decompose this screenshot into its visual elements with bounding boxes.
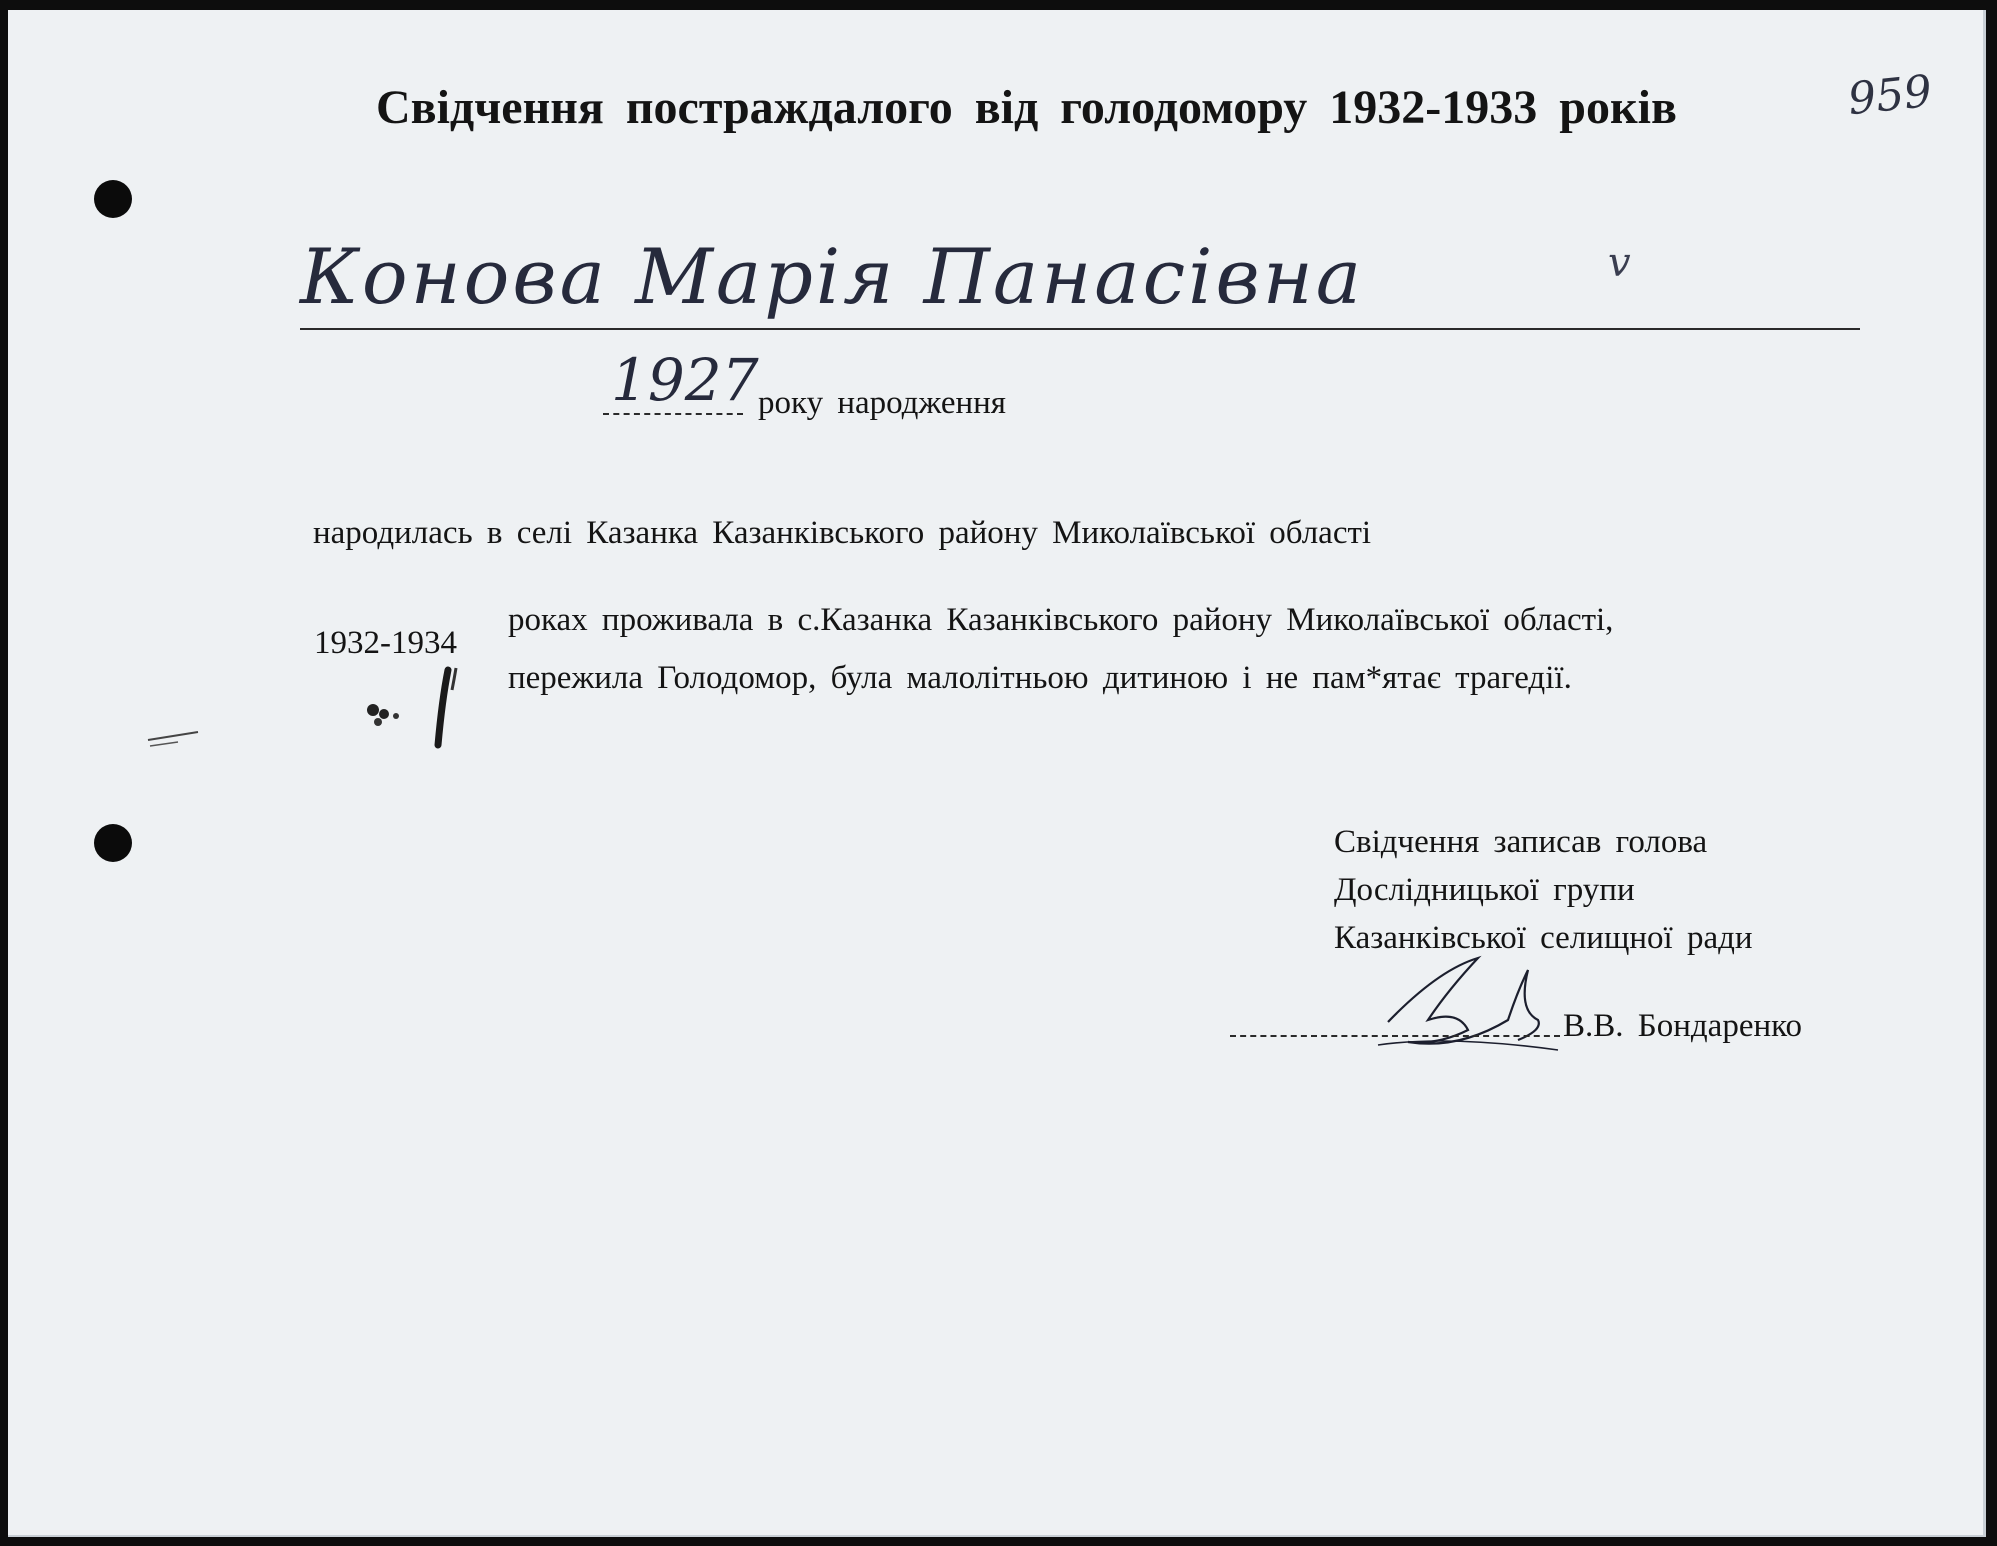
signature-name: В.В. Бондаренко <box>1563 1008 1802 1044</box>
residence-line: роках проживала в с.Казанка Казанківського району Миколаївської області, <box>508 602 1614 638</box>
ink-stain <box>138 650 498 770</box>
birth-year-dashes <box>603 413 743 415</box>
witness-name: Конова Марія Панасівна <box>300 232 1365 321</box>
checkmark-icon: v <box>1608 240 1631 286</box>
signature-dashes <box>1230 1035 1560 1037</box>
recorder-line-3: Казанківської селищної ради <box>1334 920 1753 956</box>
name-underline <box>300 328 1860 330</box>
recorder-line-1: Свідчення записав голова <box>1334 824 1708 860</box>
signature-scribble <box>1368 950 1568 1060</box>
document-page <box>8 10 1986 1537</box>
residence-years: 1932-1934 <box>314 625 457 661</box>
punch-hole-bottom <box>94 824 132 862</box>
recorder-line-2: Дослідницької групи <box>1334 872 1635 908</box>
archive-number: 959 <box>1845 65 1935 126</box>
punch-hole-top <box>94 180 132 218</box>
survival-line: пережила Голодомор, була малолітньою дитиною і не пам*ятає трагедії. <box>508 660 1572 696</box>
document-title: Свідчення постраждалого від голодомору 1932-1933 років <box>376 81 1677 134</box>
born-line: народилась в селі Казанка Казанківського району Миколаївської області <box>313 515 1372 551</box>
birth-label: року народження <box>758 385 1006 421</box>
birth-year: 1927 <box>611 346 759 414</box>
